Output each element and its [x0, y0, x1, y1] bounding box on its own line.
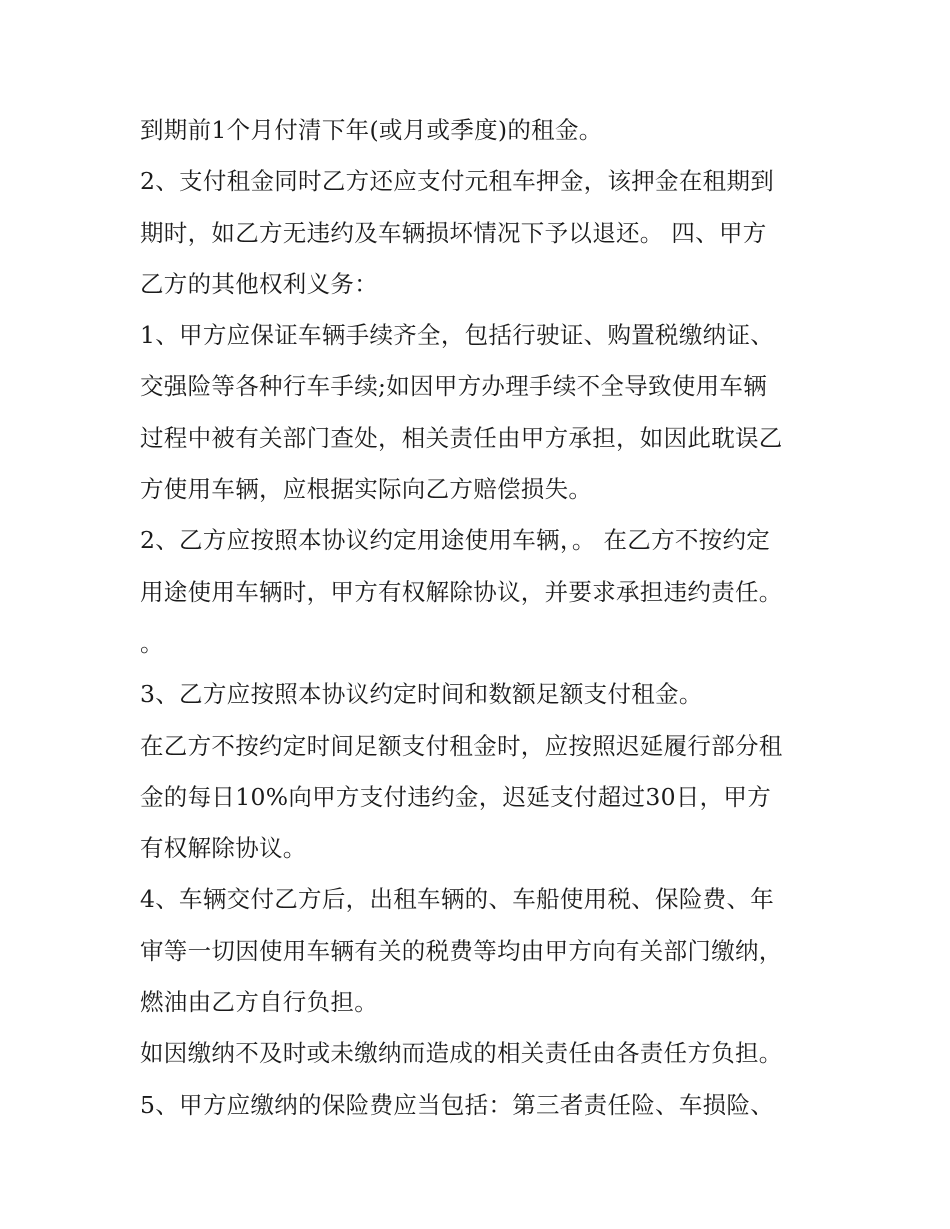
text-line: 4、车辆交付乙方后，出租车辆的、车船使用税、保险费、年: [140, 885, 775, 914]
text-line: 有权解除协议。: [140, 834, 307, 863]
text-line: 交强险等各种行车手续;如因甲方办理手续不全导致使用车辆: [140, 372, 768, 401]
text-line: 燃油由乙方自行负担。: [140, 988, 378, 1017]
text-line: 方使用车辆，应根据实际向乙方赔偿损失。: [140, 475, 593, 504]
text-line: 审等一切因使用车辆有关的税费等均由甲方向有关部门缴纳，: [140, 936, 783, 965]
text-line: 金的每日10%向甲方支付违约金，迟延支付超过30日，甲方: [140, 782, 772, 811]
text-line: 过程中被有关部门查处，相关责任由甲方承担，如因此耽误乙: [140, 423, 783, 452]
text-line: 期时，如乙方无违约及车辆损坏情况下予以退还。 四、甲方: [140, 218, 767, 247]
text-line: 如因缴纳不及时或未缴纳而造成的相关责任由各责任方负担。: [140, 1039, 783, 1068]
text-line: 5、甲方应缴纳的保险费应当包括：第三者责任险、车损险、: [140, 1090, 775, 1119]
text-line: 3、乙方应按照本协议约定时间和数额足额支付租金。: [140, 680, 703, 709]
text-line: 用途使用车辆时，甲方有权解除协议，并要求承担违约责任。: [140, 577, 783, 606]
text-line: 2、支付租金同时乙方还应支付元租车押金，该押金在租期到: [140, 167, 775, 196]
document-body: [140, 105, 830, 1131]
text-line: 1、甲方应保证车辆手续齐全，包括行驶证、购置税缴纳证、: [140, 321, 775, 350]
text-line: 乙方的其他权利义务：: [140, 269, 378, 298]
text-line: 2、乙方应按照本协议约定用途使用车辆，。 在乙方不按约定: [140, 526, 771, 555]
text-line: 。: [140, 628, 164, 657]
text-line: 到期前1个月付清下年(或月或季度)的租金。: [140, 116, 603, 144]
text-line: 在乙方不按约定时间足额支付租金时，应按照迟延履行部分租: [140, 731, 783, 760]
